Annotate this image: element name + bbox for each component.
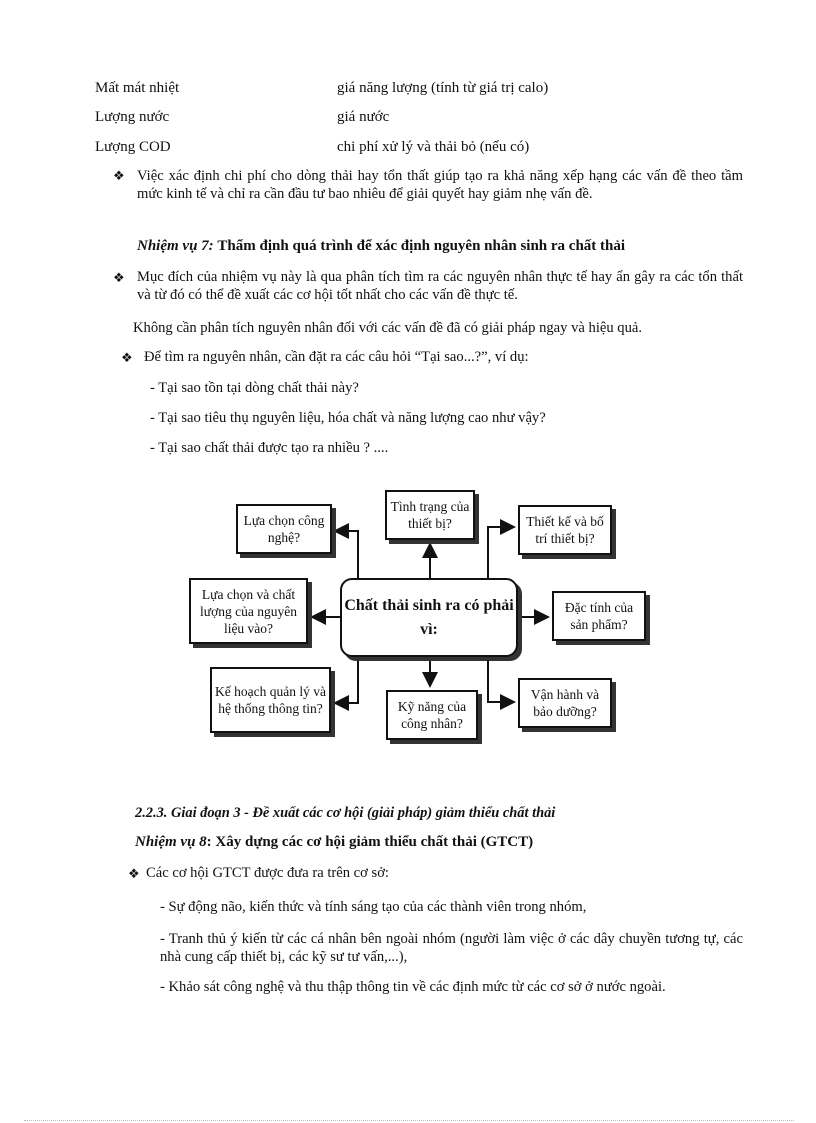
box-raw-material: Lựa chọn và chất lượng của nguyên liệu vào? [189, 578, 308, 644]
cost-value-water-price: giá nước [337, 109, 390, 125]
why-item: - Tại sao chất thải được tạo ra nhiều ? .... [150, 440, 389, 456]
box-maintenance: Vận hành và bảo dưỡng? [518, 678, 612, 728]
section-223-heading: 2.2.3. Giai đoạn 3 - Đề xuất các cơ hội (giải pháp) giảm thiểu chất thải [135, 805, 556, 821]
why-item: - Tại sao tiêu thụ nguyên liệu, hóa chất và năng lượng cao như vậy? [150, 410, 546, 426]
footer-divider [24, 1120, 794, 1121]
task7-heading [137, 238, 625, 255]
task8-heading [135, 834, 533, 851]
find-cause-paragraph: Để tìm ra nguyên nhân, cần đặt ra các câu hỏi “Tại sao...?”, ví dụ: [144, 349, 529, 365]
diamond-bullet-icon: ❖ [113, 169, 125, 184]
box-equipment-condition: Tình trạng của thiết bị? [385, 490, 475, 540]
basis-item: - Khảo sát công nghệ và thu thập thông tin về các định mức từ các cơ sở ở nước ngoài. [160, 979, 666, 995]
task8-title: : Xây dựng các cơ hội giảm thiểu chất thải (GTCT) [206, 834, 534, 850]
box-product-property: Đặc tính của sản phẩm? [552, 591, 646, 641]
cost-value-treatment: chi phí xử lý và thải bỏ (nếu có) [337, 139, 530, 155]
arrow-to-equipment-design [488, 527, 514, 578]
arrow-to-technology-choice [335, 531, 358, 578]
gtct-basis-paragraph: Các cơ hội GTCT được đưa ra trên cơ sở: [146, 865, 389, 881]
diamond-bullet-icon: ❖ [121, 351, 133, 366]
basis-item: - Sự động não, kiến thức và tính sáng tạo của các thành viên trong nhóm, [160, 899, 587, 915]
cost-item-water: Lượng nước [95, 109, 170, 125]
task8-label: Nhiệm vụ 8 [135, 834, 207, 850]
box-worker-skill: Kỹ năng của công nhân? [386, 690, 478, 740]
why-item: - Tại sao tồn tại dòng chất thải này? [150, 380, 359, 396]
cost-item-heat-loss: Mất mát nhiệt [95, 80, 180, 96]
task7-label: Nhiệm vụ 7: [137, 238, 214, 254]
purpose-paragraph: Mục đích của nhiệm vụ này là qua phân tích tìm ra các nguyên nhân thực tế hay ẩn gây ra các tổn thất và từ đó có thể đề xuất các cơ hội tốt nhất cho các vấn đề thực tế. [137, 269, 743, 303]
no-need-paragraph: Không cần phân tích nguyên nhân đối với các vấn đề đã có giải pháp ngay và hiệu quả. [133, 320, 643, 336]
box-equipment-design: Thiết kế và bố trí thiết bị? [518, 505, 612, 555]
task7-title: Thẩm định quá trình để xác định nguyên nhân sinh ra chất thải [217, 238, 626, 254]
arrow-to-maintenance [488, 657, 514, 702]
diamond-bullet-icon: ❖ [128, 867, 140, 882]
basis-item: - Tranh thủ ý kiến từ các cá nhân bên ngoài nhóm (người làm việc ở các dây chuyền tương tự, các nhà cung cấp thiết bị, các kỹ sư tư vấn,...), [160, 931, 743, 965]
diamond-bullet-icon: ❖ [113, 271, 125, 286]
cost-paragraph: Việc xác định chi phí cho dòng thải hay tổn thất giúp tạo ra khả năng xếp hạng các vấn đề theo tầm mức kinh tế và chỉ ra cần đầu tư bao nhiêu để giải quyết hay giảm nhẹ vấn đề. [137, 168, 743, 202]
cost-value-energy-price: giá năng lượng (tính từ giá trị calo) [337, 80, 549, 96]
box-technology-choice: Lựa chọn công nghệ? [236, 504, 332, 554]
box-management-plan: Kế hoạch quản lý và hệ thống thông tin? [210, 667, 331, 733]
diagram-center-box: Chất thải sinh ra có phải vì: [340, 578, 518, 657]
arrow-to-management-plan [335, 657, 358, 703]
cost-item-cod: Lượng COD [95, 139, 171, 155]
